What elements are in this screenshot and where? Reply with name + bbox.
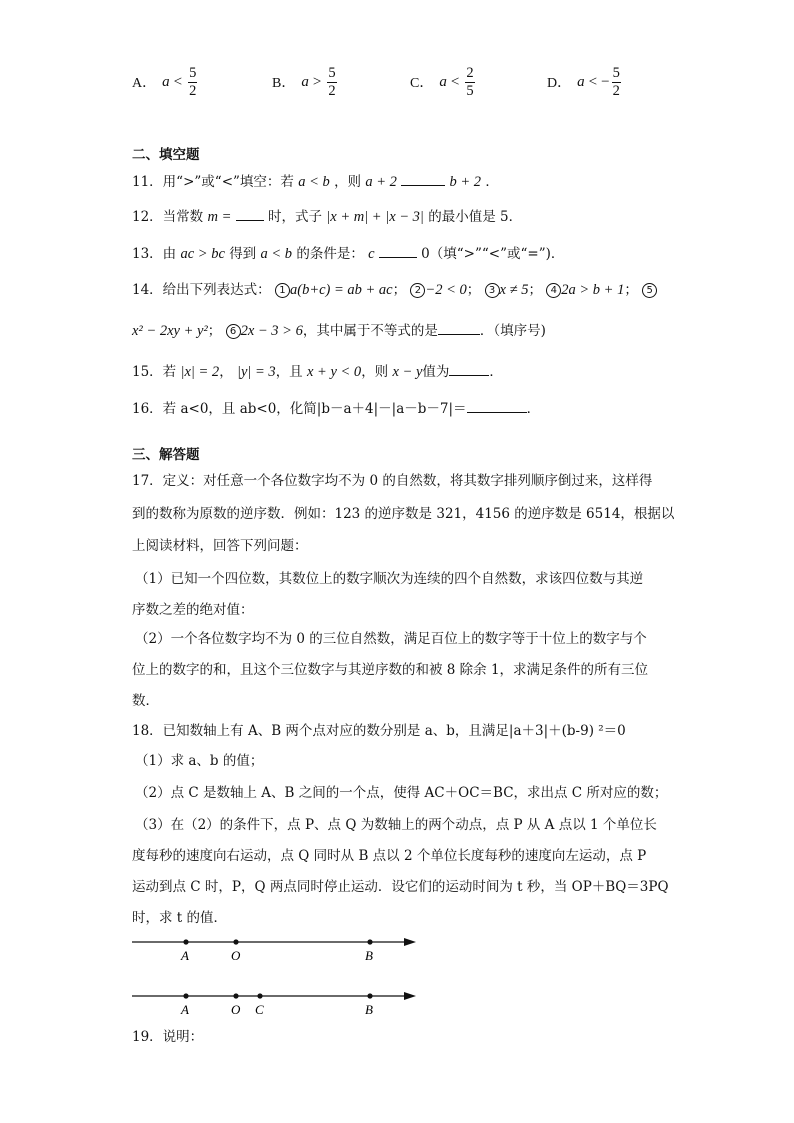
question-14-line2: x² − 2xy + y²； 6 2x − 3 > 6，其中属于不等式的是 ．（填序号) [132, 320, 546, 341]
question-15: 15．若 |x| = 2， |y| = 3，且 x + y < 0，则 x − y值为 ． [132, 361, 503, 382]
q13-c: c [368, 246, 375, 262]
fraction-denominator: 2 [189, 82, 197, 99]
q18-line: （2）点 C 是数轴上 A、B 之间的一个点，使得 AC＋OC＝BC，求出点 C 所对应的数； [135, 785, 668, 801]
choice-operator: < [588, 73, 598, 90]
item-number-icon: 3 [485, 283, 500, 298]
q15-cond-c: x + y < 0 [306, 364, 362, 380]
point-b-label: B [365, 1002, 373, 1017]
choice-a[interactable] [132, 62, 197, 102]
choice-label: A． [132, 76, 157, 91]
q12-mid: 时，式子 [267, 209, 322, 225]
choice-sign: − [601, 73, 610, 90]
point-c-label: C [255, 1002, 264, 1017]
q15-mid: ，且 [275, 364, 303, 380]
q14-item: −2 < 0 [425, 282, 467, 298]
number-line-figure-1 [132, 932, 432, 972]
point-o-label: O [231, 1002, 241, 1017]
item-number-icon: 5 [642, 283, 657, 298]
axis-arrow-icon [404, 938, 416, 946]
point-b-dot [367, 939, 372, 944]
q16-tail: ． [526, 401, 541, 417]
q13-mid2: 的条件是： [296, 246, 364, 262]
fraction-denominator: 2 [612, 82, 620, 99]
answer-blank[interactable] [467, 398, 527, 413]
choice-label: C． [410, 76, 434, 91]
q18-line: （1）求 a、b 的值； [135, 753, 264, 769]
answer-blank[interactable] [236, 206, 264, 221]
question-12 [132, 206, 522, 227]
q15-then: ，则 [361, 364, 389, 380]
q13-condition2: a < b [260, 246, 293, 262]
point-o-dot [233, 993, 238, 998]
point-c-dot [257, 993, 262, 998]
q12-end: 的最小值是 5． [428, 209, 523, 225]
q17-line: 位上的数字的和，且这个三位数字与其逆序数的和被 8 除余 1，求满足条件的所有三位 [132, 662, 649, 678]
question-16 [132, 398, 540, 419]
choice-options [132, 62, 652, 102]
q18-line: 18．已知数轴上有 A、B 两个点对应的数分别是 a、b，且满足|a＋3|＋(b-9) ²＝0 [132, 723, 626, 739]
q17-line: 到的数称为原数的逆序数．例如：123 的逆序数是 321，4156 的逆序数是 6514，根据以 [132, 506, 675, 522]
q15-end: 值为 [422, 364, 450, 380]
choice-fraction [188, 65, 197, 100]
q11-mid: ，则 [334, 174, 362, 190]
section-title: 三、解答题 [132, 447, 200, 463]
choice-variable: a [577, 73, 585, 90]
q13-prefix: 13．由 [132, 246, 177, 262]
choice-variable: a [301, 73, 309, 90]
q13-end: 0（填“>”“<”或“=”)． [421, 246, 565, 262]
q13-mid: 得到 [229, 246, 257, 262]
q18-line: 度每秒的速度向右运动，点 Q 同时从 B 点以 2 个单位长度每秒的速度向左运动，点 P [132, 848, 647, 864]
q12-expression: |x + m| + |x − 3| [326, 209, 424, 225]
q14-tail: ．（填序号) [479, 323, 546, 339]
axis-arrow-icon [404, 992, 416, 1000]
choice-variable: a [162, 73, 170, 90]
choice-d[interactable] [547, 62, 621, 102]
fraction-numerator: 5 [612, 64, 620, 81]
q18-line: 时，求 t 的值． [132, 910, 228, 926]
number-line-figure-2 [132, 986, 432, 1026]
question-13 [132, 243, 564, 264]
q15-cond-b: |y| = 3 [236, 364, 276, 380]
choice-operator: < [173, 73, 183, 90]
choice-fraction [465, 65, 474, 100]
fraction-numerator: 2 [466, 64, 474, 81]
question-19: 19．说明： [132, 1029, 204, 1045]
choice-b[interactable] [272, 62, 337, 102]
q12-m: m = [207, 209, 232, 225]
point-a-dot [183, 993, 188, 998]
answer-blank[interactable] [379, 243, 417, 258]
point-a-dot [183, 939, 188, 944]
q14-item: x² − 2xy + y² [132, 323, 208, 339]
q16-text: 16．若 a<0，且 ab<0，化简|b－a＋4|－|a－b－7|＝ [132, 401, 467, 417]
q15-cond-a: |x| = 2 [180, 364, 220, 380]
q14-item: x ≠ 5 [499, 282, 529, 298]
q14-item: a(b+c) = ab + ac [289, 282, 393, 298]
choice-fraction [612, 65, 621, 100]
question-11 [132, 171, 499, 192]
point-b-dot [367, 993, 372, 998]
q15-tail: ． [489, 364, 503, 380]
choice-operator: < [450, 73, 460, 90]
q18-line: 运动到点 C 时，P，Q 两点同时停止运动．设它们的运动时间为 t 秒，当 OP＋BQ＝3PQ [132, 879, 669, 895]
fraction-numerator: 5 [189, 64, 197, 81]
q15-expression: x − y [392, 364, 423, 380]
item-number-icon: 4 [546, 283, 561, 298]
q17-line: （2）一个各位数字均不为 0 的三位自然数，满足百位上的数字等于十位上的数字与个 [135, 631, 647, 647]
q14-item: 2x − 3 > 6 [240, 323, 303, 339]
fraction-denominator: 5 [466, 82, 474, 99]
point-a-label: A [181, 1002, 189, 1017]
choice-variable: a [439, 73, 447, 90]
choice-c[interactable] [410, 62, 475, 102]
choice-label: D． [547, 76, 572, 91]
q17-line: 上阅读材料，回答下列问题： [132, 538, 308, 554]
choice-fraction [327, 65, 336, 100]
choice-label: B． [272, 76, 296, 91]
q14-item: 2a > b + 1 [561, 282, 625, 298]
q17-line: 数． [132, 693, 159, 709]
number-line-2-svg [132, 986, 432, 1026]
item-number-icon: 1 [275, 283, 290, 298]
fraction-numerator: 5 [328, 64, 336, 81]
q14-prefix: 14．给出下列表达式： [132, 282, 271, 298]
answer-blank[interactable] [449, 361, 489, 376]
question-14-line1: 14．给出下列表达式： 1 a(b+c) = ab + ac； 2 −2 < 0； 3 x ≠ 5； 4 2a > b + 1； 5 [132, 280, 657, 300]
q14-text: ，其中属于不等式的是 [302, 323, 438, 339]
q17-line: 17．定义：对任意一个各位数字均不为 0 的自然数，将其数字排列顺序倒过来，这样得 [132, 473, 653, 489]
q13-condition1: ac > bc [180, 246, 225, 262]
point-a-label: A [181, 948, 189, 963]
q11-end: ． [485, 174, 499, 190]
choice-operator: > [312, 73, 322, 90]
q11-left: a + 2 [365, 174, 397, 190]
q15-prefix: 15．若 [132, 364, 177, 380]
item-number-icon: 6 [226, 324, 241, 339]
answer-blank[interactable] [401, 171, 445, 186]
q18-line: （3）在（2）的条件下，点 P、点 Q 为数轴上的两个动点，点 P 从 A 点以 1 个单位长 [135, 817, 657, 833]
section-title: 二、填空题 [132, 147, 200, 163]
q11-condition: a < b [298, 174, 330, 190]
point-o-label: O [231, 948, 241, 963]
point-o-dot [233, 939, 238, 944]
point-b-label: B [365, 948, 373, 963]
fraction-denominator: 2 [328, 82, 336, 99]
number-line-1-svg [132, 932, 432, 972]
q11-prefix: 11．用“>”或“<”填空：若 [132, 174, 294, 190]
answer-blank[interactable] [438, 320, 480, 335]
item-number-icon: 2 [410, 283, 425, 298]
q17-line: （1）已知一个四位数，其数位上的数字顺次为连续的四个自然数，求该四位数与其逆 [135, 571, 644, 587]
q12-prefix: 12．当常数 [132, 209, 204, 225]
q17-line: 序数之差的绝对值： [132, 602, 254, 618]
q11-right: b + 2 [449, 174, 482, 190]
